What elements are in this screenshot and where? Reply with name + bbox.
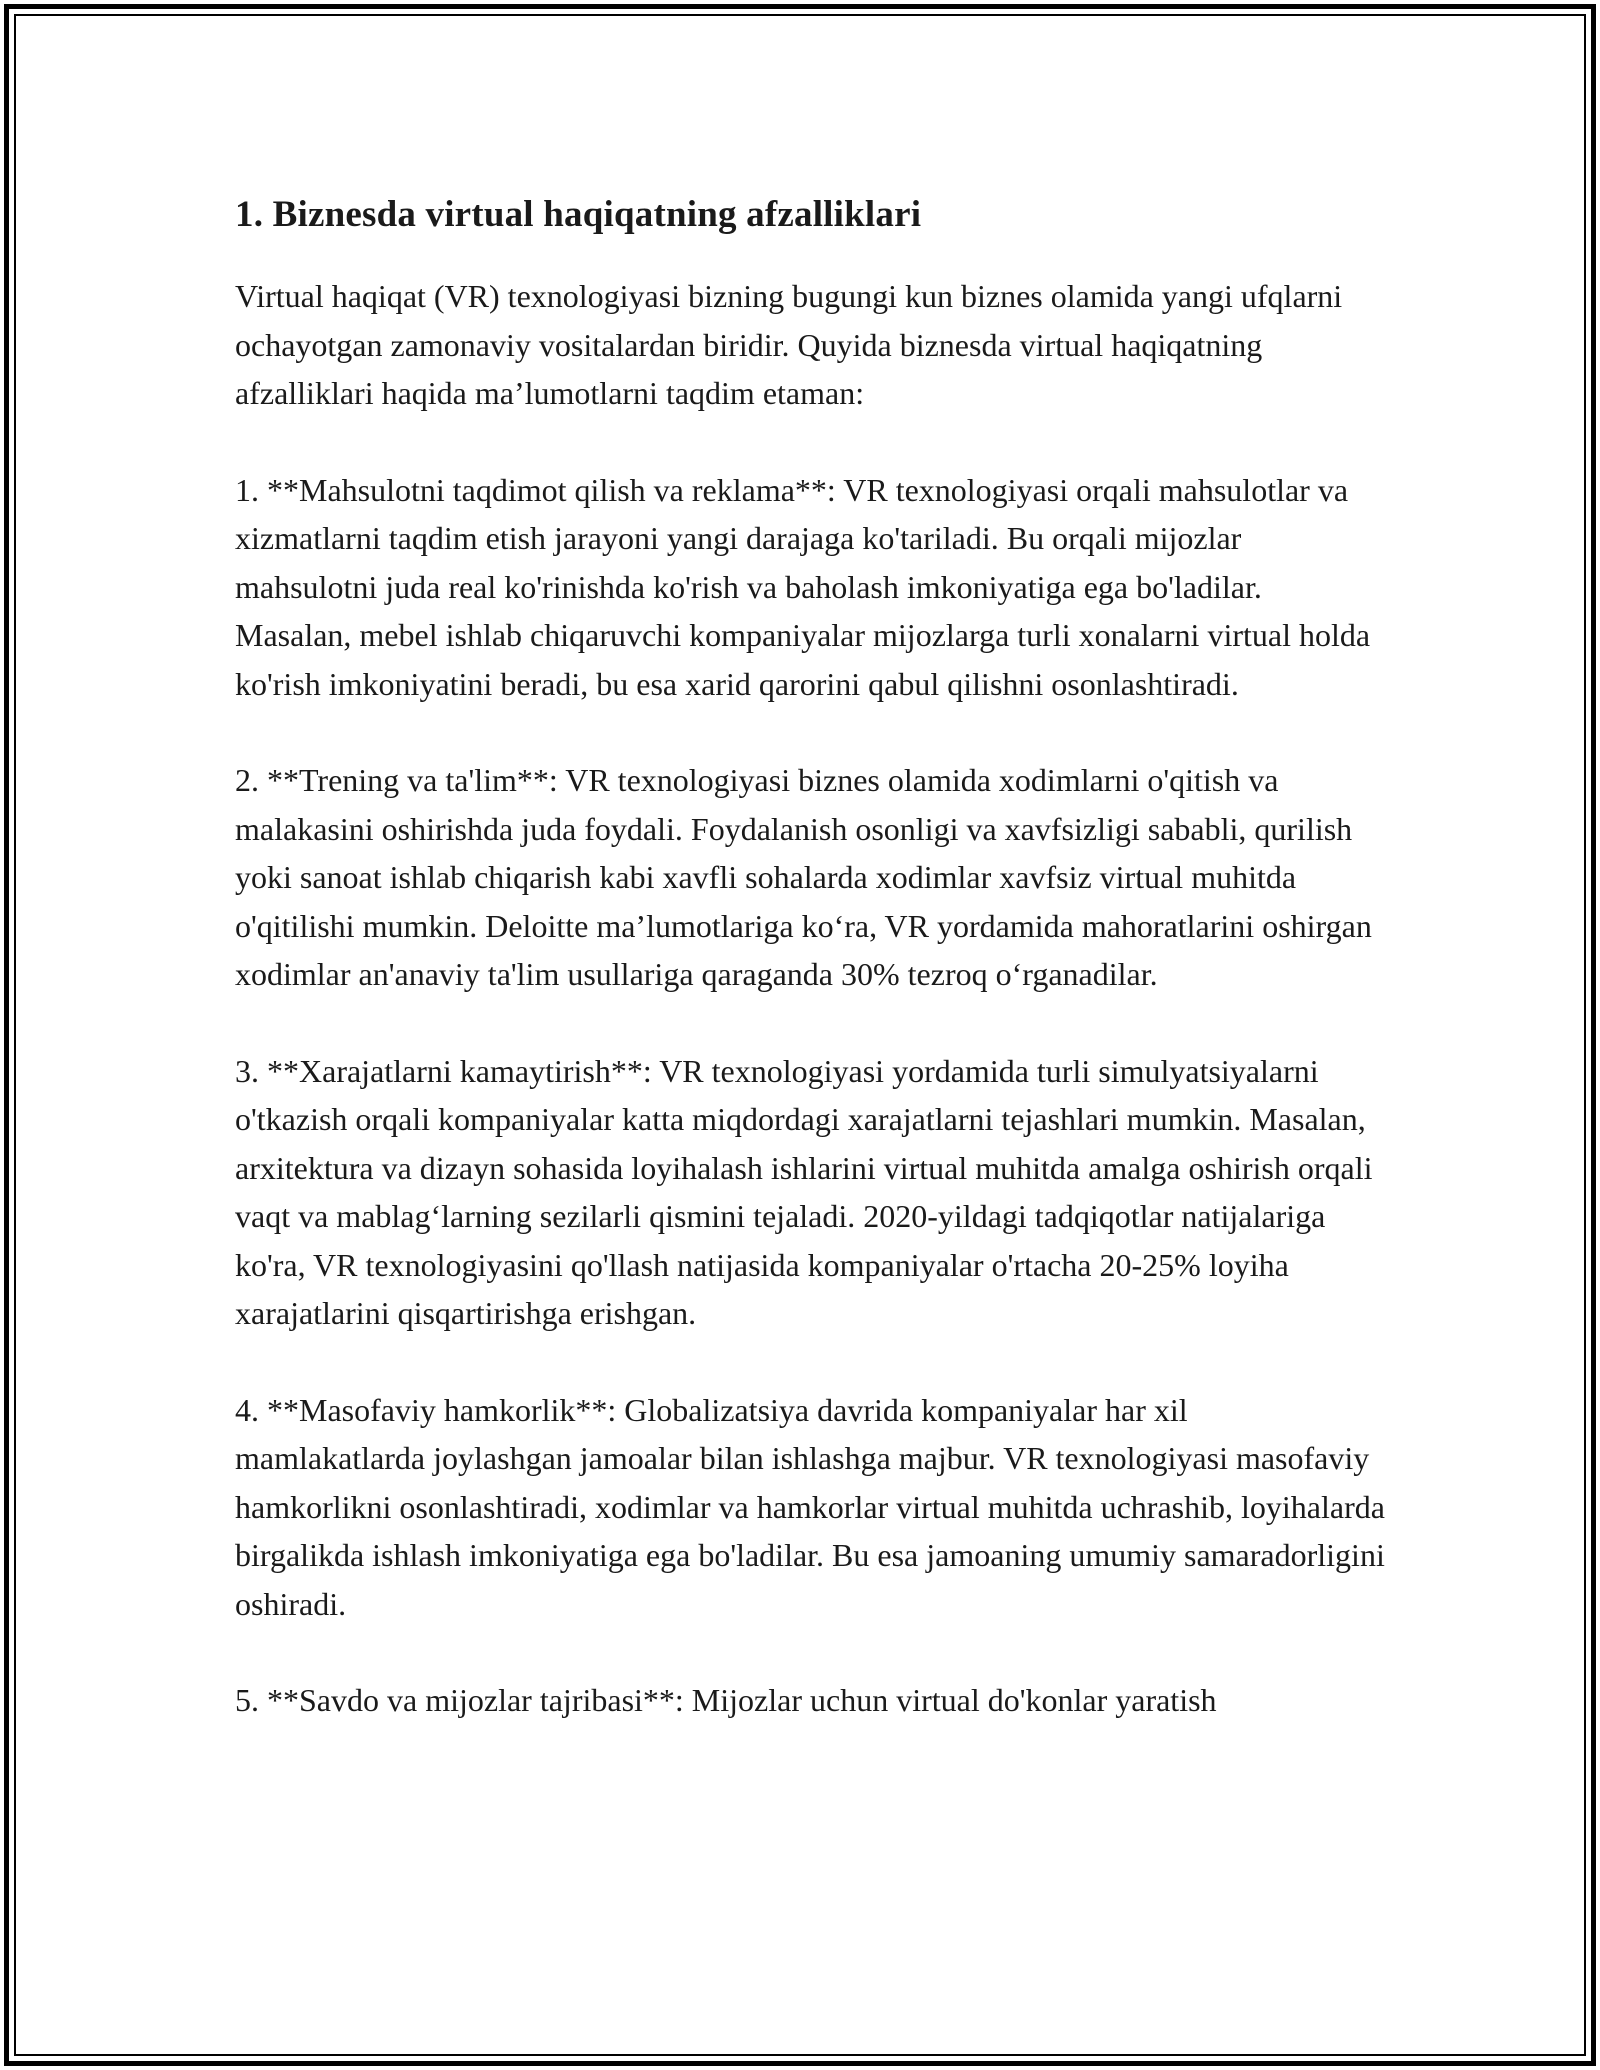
document-heading: 1. Biznesda virtual haqiqatning afzalliklari — [235, 194, 922, 235]
paragraph-item-5: 5. **Savdo va mijozlar tajribasi**: Mijozlar uchun virtual do'konlar yaratish — [235, 1682, 1217, 1718]
paragraph-item-4: 4. **Masofaviy hamkorlik**: Globalizatsiya davrida kompaniyalar har xil mamlakatlarda joylashgan jamoalar bilan ishlashga majbur. VR texnologiyasi masofaviy hamkorlikni osonlashtiradi, xodimlar va hamkorlar virtual muhitda uchrashib, loyihalarda birgalikda ishlash imkoniyatiga ega bo'ladilar. Bu esa jamoaning umumiy samaradorligini oshiradi. — [235, 1391, 1385, 1622]
paragraph-item-3: 3. **Xarajatlarni kamaytirish**: VR texnologiyasi yordamida turli simulyatsiyalarni o'tkazish orqali kompaniyalar katta miqdordagi xarajatlarni tejashlari mumkin. Masalan, arxitektura va dizayn sohasida loyihalash ishlarini virtual muhitda amalga oshirish orqali vaqt va mablag‘larning sezilarli qismini tejaladi. 2020-yildagi tadqiqotlar natijalariga ko'ra, VR texnologiyasini qo'llash natijasida kompaniyalar o'rtacha 20-25% loyiha xarajatlarini qisqartirishga erishgan. — [235, 1052, 1373, 1331]
paragraph-item-2: 2. **Trening va ta'lim**: VR texnologiyasi biznes olamida xodimlarni o'qitish va malakasini oshirishda juda foydali. Foydalanish osonligi va xavfsizligi sababli, qurilish yoki sanoat ishlab chiqarish kabi xavfli sohalarda xodimlar xavfsiz virtual muhitda o'qitilishi mumkin. Deloitte ma’lumotlariga ko‘ra, VR yordamida mahoratlarini oshirgan xodimlar an'anaviy ta'lim usullariga qaraganda 30% tezroq o‘rganadilar. — [235, 762, 1372, 992]
paragraph-item-1: 1. **Mahsulotni taqdimot qilish va reklama**: VR texnologiyasi orqali mahsulotlar va xizmatlarni taqdim etish jarayoni yangi darajaga ko'tariladi. Bu orqali mijozlar mahsulotni juda real ko'rinishda ko'rish va baholash imkoniyatiga ega bo'ladilar. Masalan, mebel ishlab chiqaruvchi kompaniyalar mijozlarga turli xonalarni virtual holda ko'rish imkoniyatini beradi, bu esa xarid qarorini qabul qilishni osonlashtiradi. — [235, 471, 1371, 702]
document-body — [235, 186, 1385, 1773]
intro-paragraph: Virtual haqiqat (VR) texnologiyasi bizning bugungi kun biznes olamida yangi ufqlarni ochayotgan zamonaviy vositalardan biridir. Quyida biznesda virtual haqiqatning afzalliklari haqida ma’lumotlarni taqdim etaman: — [235, 278, 1343, 411]
